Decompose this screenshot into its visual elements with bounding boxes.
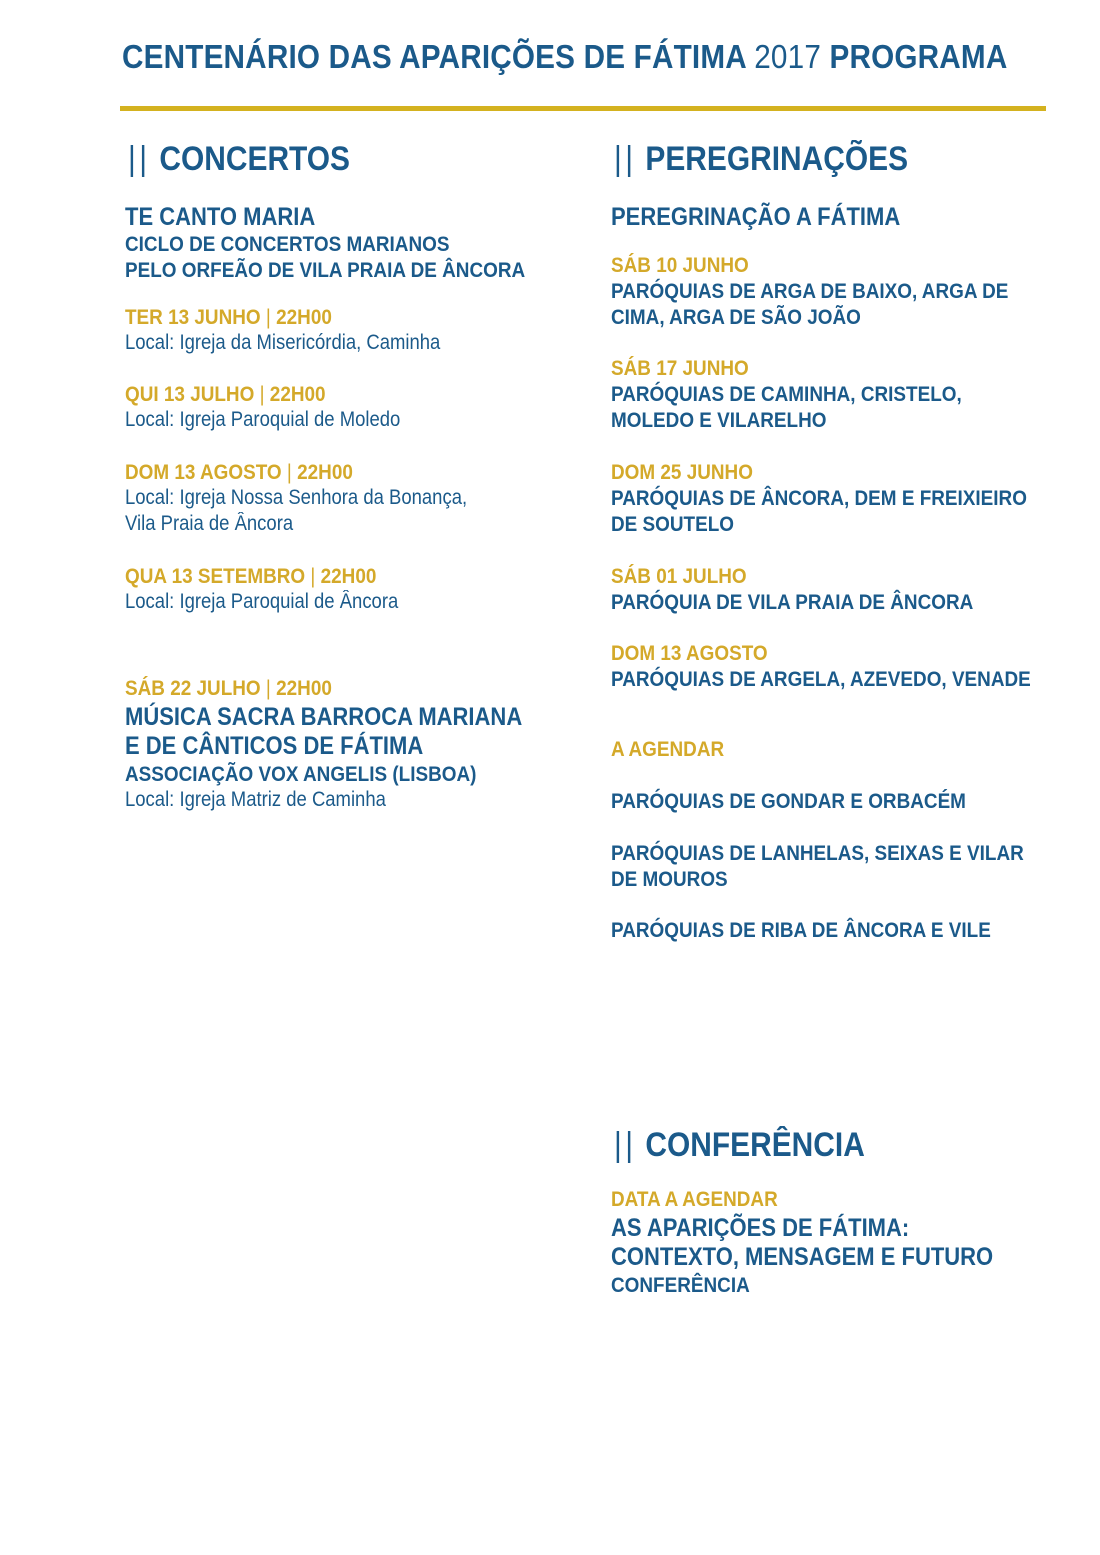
special-concert-performer: ASSOCIAÇÃO VOX ANGELIS (LISBOA) bbox=[125, 762, 477, 786]
concert-time: 22H00 bbox=[276, 305, 332, 329]
concert-location-4: Local: Igreja Paroquial de Âncora bbox=[125, 590, 399, 613]
concert-day: QUI 13 JULHO bbox=[125, 382, 255, 406]
concert-series-subtitle: CICLO DE CONCERTOS MARIANOS bbox=[125, 232, 450, 256]
peregrinacoes-heading bbox=[614, 140, 908, 179]
peregrinacoes-heading-label: PEREGRINAÇÕES bbox=[645, 140, 909, 178]
pilgrimage-date-1: SÁB 10 JUNHO bbox=[611, 253, 749, 277]
concert-day: SÁB 22 JULHO bbox=[125, 676, 261, 700]
concertos-heading-label: CONCERTOS bbox=[159, 140, 351, 178]
pilgrimage-subtitle: PEREGRINAÇÃO A FÁTIMA bbox=[611, 203, 901, 231]
concert-series-performer: PELO ORFEÃO DE VILA PRAIA DE ÂNCORA bbox=[125, 258, 526, 282]
pilgrimage-parishes-5: PARÓQUIAS DE ARGELA, AZEVEDO, VENADE bbox=[611, 667, 1031, 691]
special-concert-title-1: MÚSICA SACRA BARROCA MARIANA bbox=[125, 703, 523, 731]
pilgrimage-parishes-1-cont: CIMA, ARGA DE SÃO JOÃO bbox=[611, 305, 861, 329]
heading-bars: || bbox=[614, 1126, 637, 1164]
special-concert-location: Local: Igreja Matriz de Caminha bbox=[125, 788, 386, 811]
conference-title-1: AS APARIÇÕES DE FÁTIMA: bbox=[611, 1214, 910, 1242]
pilgrimage-parishes-3-cont: DE SOUTELO bbox=[611, 512, 734, 536]
concert-location-3: Local: Igreja Nossa Senhora da Bonança, bbox=[125, 486, 468, 509]
concertos-heading bbox=[128, 140, 350, 179]
concert-time: 22H00 bbox=[269, 382, 326, 406]
concert-location-3-cont: Vila Praia de Âncora bbox=[125, 512, 294, 535]
pilgrimage-date-2: SÁB 17 JUNHO bbox=[611, 356, 749, 380]
pilgrimage-parishes-3: PARÓQUIAS DE ÂNCORA, DEM E FREIXIEIRO bbox=[611, 486, 1027, 510]
title-main: CENTENÁRIO DAS APARIÇÕES DE FÁTIMA bbox=[122, 38, 746, 75]
conference-title-2: CONTEXTO, MENSAGEM E FUTURO bbox=[611, 1243, 994, 1271]
pilgrimage-parishes-1: PARÓQUIAS DE ARGA DE BAIXO, ARGA DE bbox=[611, 279, 1009, 303]
conferencia-heading bbox=[614, 1126, 865, 1165]
conference-date: DATA A AGENDAR bbox=[611, 1187, 778, 1211]
pilgrimage-date-5: DOM 13 AGOSTO bbox=[611, 641, 768, 665]
special-concert-date bbox=[125, 676, 332, 701]
pilgrimage-date-4: SÁB 01 JULHO bbox=[611, 564, 747, 588]
to-schedule-parishes-2: PARÓQUIAS DE LANHELAS, SEIXAS E VILAR bbox=[611, 841, 1024, 865]
concert-date-1 bbox=[125, 305, 332, 330]
concert-time: 22H00 bbox=[297, 460, 353, 484]
heading-bars: || bbox=[614, 140, 637, 178]
concert-date-2 bbox=[125, 382, 326, 407]
to-schedule-parishes-1: PARÓQUIAS DE GONDAR E ORBACÉM bbox=[611, 789, 966, 813]
to-schedule-label: A AGENDAR bbox=[611, 737, 725, 761]
pilgrimage-parishes-4: PARÓQUIA DE VILA PRAIA DE ÂNCORA bbox=[611, 590, 974, 614]
concert-series-title: TE CANTO MARIA bbox=[125, 203, 316, 231]
concert-time: 22H00 bbox=[320, 564, 377, 588]
to-schedule-parishes-3: PARÓQUIAS DE RIBA DE ÂNCORA E VILE bbox=[611, 918, 991, 942]
concert-location-2: Local: Igreja Paroquial de Moledo bbox=[125, 408, 401, 431]
special-concert-title-2: E DE CÂNTICOS DE FÁTIMA bbox=[125, 732, 424, 760]
title-program: PROGRAMA bbox=[829, 38, 1008, 75]
date-separator: | bbox=[259, 382, 265, 406]
concert-date-4 bbox=[125, 564, 376, 589]
pilgrimage-date-3: DOM 25 JUNHO bbox=[611, 460, 753, 484]
concert-date-3 bbox=[125, 460, 353, 485]
pilgrimage-parishes-2: PARÓQUIAS DE CAMINHA, CRISTELO, bbox=[611, 382, 962, 406]
date-separator: | bbox=[265, 305, 271, 329]
concert-time: 22H00 bbox=[276, 676, 332, 700]
date-separator: | bbox=[286, 460, 292, 484]
header-rule bbox=[120, 106, 1046, 111]
conferencia-heading-label: CONFERÊNCIA bbox=[645, 1126, 865, 1164]
concert-day: DOM 13 AGOSTO bbox=[125, 460, 282, 484]
date-separator: | bbox=[310, 564, 316, 588]
concert-day: TER 13 JUNHO bbox=[125, 305, 261, 329]
conference-type: CONFERÊNCIA bbox=[611, 1273, 750, 1297]
pilgrimage-parishes-2-cont: MOLEDO E VILARELHO bbox=[611, 408, 827, 432]
title-year: 2017 bbox=[754, 38, 822, 75]
to-schedule-parishes-2-cont: DE MOUROS bbox=[611, 867, 728, 891]
date-separator: | bbox=[265, 676, 271, 700]
concert-location-1: Local: Igreja da Misericórdia, Caminha bbox=[125, 331, 441, 354]
heading-bars: || bbox=[128, 140, 151, 178]
page-title bbox=[122, 38, 1008, 76]
concert-day: QUA 13 SETEMBRO bbox=[125, 564, 306, 588]
